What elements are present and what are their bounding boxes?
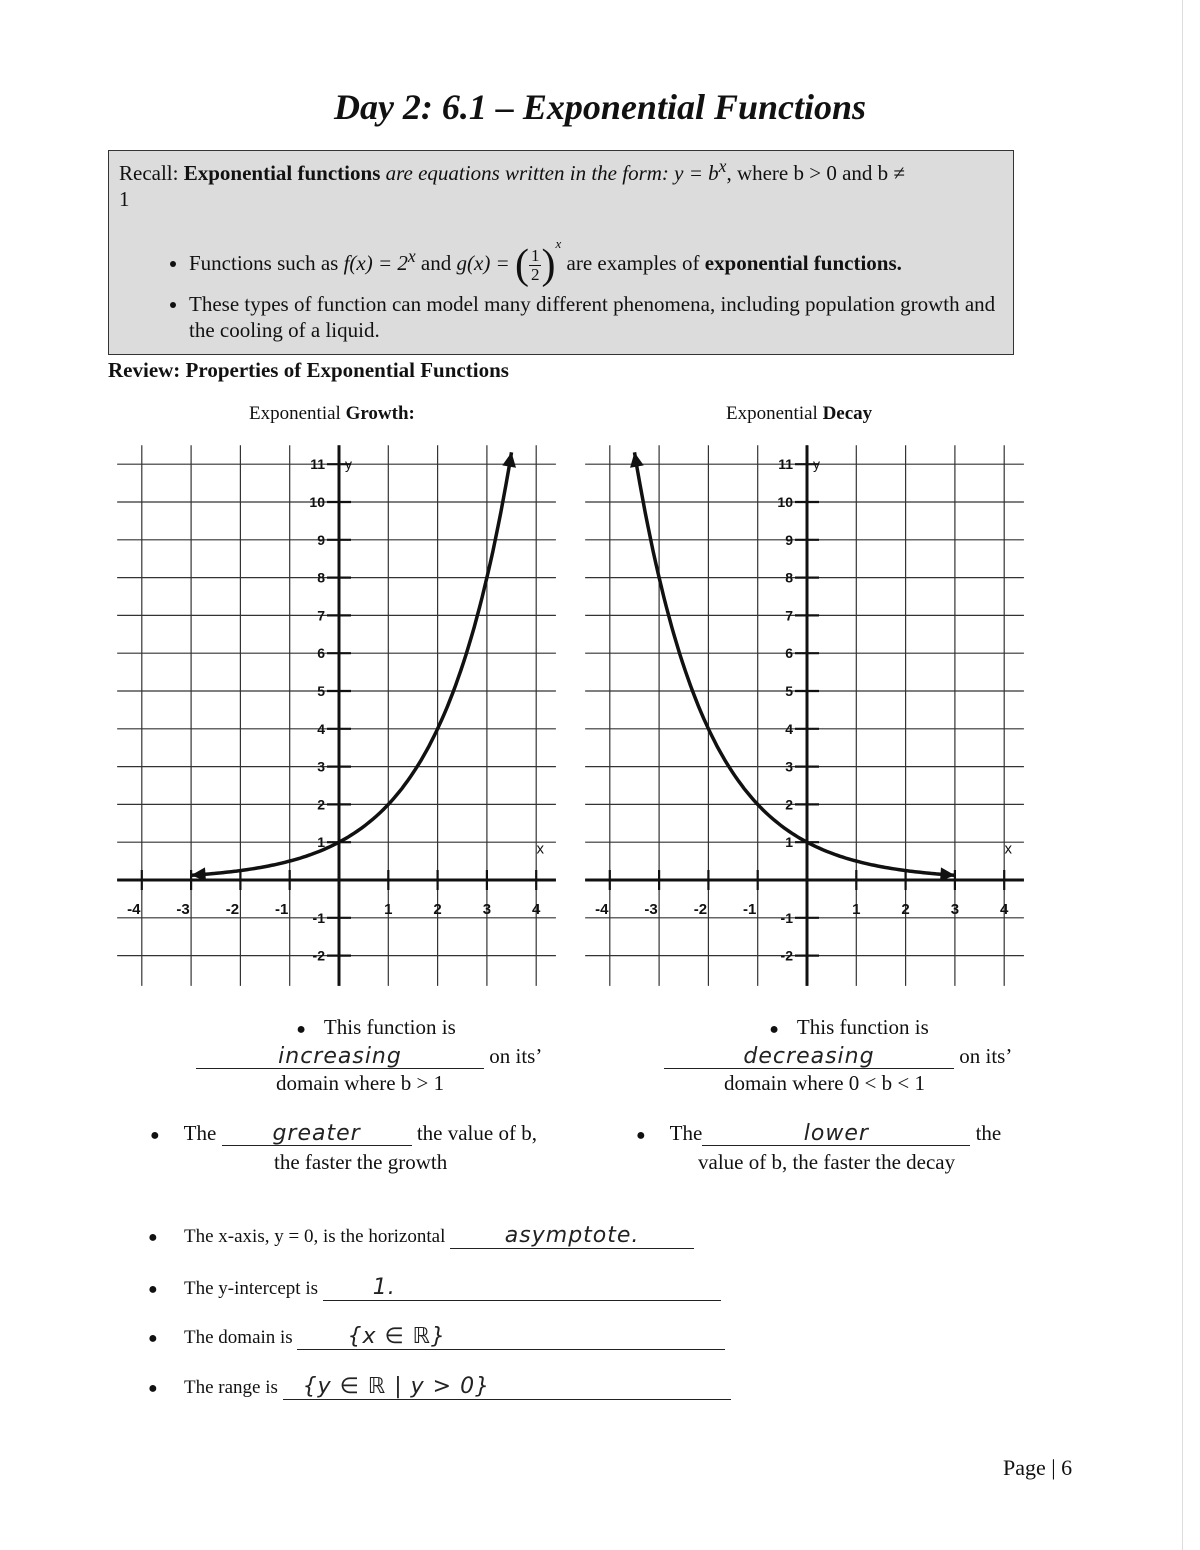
page-title: Day 2: 6.1 – Exponential Functions xyxy=(333,87,867,127)
decay-faster: value of b, the faster the decay xyxy=(698,1150,956,1174)
recall-wrap: 1 xyxy=(119,187,130,211)
y-tick-label: 1 xyxy=(317,834,325,851)
x-tick-label: 4 xyxy=(532,901,541,918)
property-asymptote: ● The x-axis, y = 0, is the horizontal asymptote. xyxy=(148,1224,694,1251)
y-tick-label: 2 xyxy=(317,796,325,813)
decay-rate-answer: lower xyxy=(803,1121,869,1146)
x-axis-label: x xyxy=(536,840,544,858)
decay-rate xyxy=(636,1120,1036,1176)
x-axis-label: x xyxy=(1004,840,1012,858)
examples-bold: exponential functions. xyxy=(704,251,902,275)
y-tick-label: 3 xyxy=(317,758,325,775)
y-tick-label: 2 xyxy=(785,796,793,813)
y-tick-label: 1 xyxy=(785,834,793,851)
property-label: The range is xyxy=(184,1377,278,1398)
y-tick-label: -1 xyxy=(780,909,793,926)
decay-title-prefix: Exponential xyxy=(726,403,823,424)
y-tick-label: 6 xyxy=(317,645,325,662)
example-g-exponent: x xyxy=(555,236,562,251)
examples-suffix: are examples of xyxy=(566,251,705,275)
x-tick-label: 2 xyxy=(433,901,442,918)
recall-form: are equations written in the form: y = b xyxy=(380,161,719,185)
growth-rate-answer: greater xyxy=(272,1121,361,1146)
page-number: Page | 6 xyxy=(1003,1455,1073,1480)
y-tick-label: 3 xyxy=(785,758,793,775)
x-tick-label: -1 xyxy=(743,901,757,918)
decay-domain-condition: domain where 0 < b < 1 xyxy=(724,1071,925,1095)
decay-title xyxy=(726,403,872,425)
example-f: f(x) = 2 xyxy=(343,251,408,275)
y-tick-label: 6 xyxy=(785,645,793,662)
x-tick-label: -2 xyxy=(225,901,240,918)
x-tick-label: 3 xyxy=(482,901,492,918)
y-tick-label: 4 xyxy=(317,720,325,737)
recall-prefix: Recall: xyxy=(119,161,184,185)
growth-on-its: on its’ xyxy=(484,1044,543,1068)
decay-answer: decreasing xyxy=(743,1044,875,1069)
decay-rate-rest: the xyxy=(970,1121,1002,1145)
y-tick-label: 11 xyxy=(310,456,325,473)
decay-the: The xyxy=(669,1121,703,1145)
curve-arrow-start xyxy=(630,452,644,467)
x-tick-label: -3 xyxy=(644,901,658,918)
growth-title-bold: Growth: xyxy=(345,403,415,424)
right-paren: ) xyxy=(541,242,556,289)
decay-on-its: on its’ xyxy=(954,1044,1013,1068)
growth-rate xyxy=(150,1120,580,1176)
property-y-intercept: ● The y-intercept is 1. xyxy=(148,1276,721,1303)
left-paren: ( xyxy=(514,242,529,289)
y-tick-label: 11 xyxy=(778,456,793,473)
y-tick-label: -1 xyxy=(312,909,325,926)
example-g: g(x) = xyxy=(456,251,510,275)
growth-the: The xyxy=(183,1121,217,1145)
y-axis-label: y xyxy=(813,456,820,473)
y-tick-label: 10 xyxy=(309,494,325,510)
decay-line1: This function is xyxy=(796,1015,929,1039)
y-tick-label: 4 xyxy=(785,720,793,737)
curve xyxy=(191,452,511,875)
y-tick-label: -2 xyxy=(780,947,793,964)
growth-line1: This function is xyxy=(323,1015,456,1039)
recall-conditions: , where b > 0 and b ≠ xyxy=(726,161,905,185)
x-tick-label: 1 xyxy=(384,901,393,918)
decay-graph xyxy=(588,448,1026,990)
x-tick-label: -1 xyxy=(275,901,289,918)
y-tick-label: 8 xyxy=(317,569,325,586)
property-domain: ● The domain is {x ∈ ℝ} xyxy=(148,1325,725,1352)
decay-title-bold: Decay xyxy=(822,403,873,424)
property-answer: 1. xyxy=(372,1275,396,1300)
examples-and: and xyxy=(415,251,457,275)
property-label: The x-axis, y = 0, is the horizontal xyxy=(184,1226,446,1247)
y-tick-label: 10 xyxy=(777,494,793,510)
x-tick-label: -2 xyxy=(693,901,708,918)
growth-description xyxy=(196,1014,556,1097)
growth-title xyxy=(249,403,415,425)
fraction-numerator: 1 xyxy=(530,245,540,265)
y-tick-label: 5 xyxy=(785,683,793,699)
page-edge xyxy=(1182,0,1183,1550)
bullet-dot: ● xyxy=(769,1021,779,1038)
y-tick-label: 7 xyxy=(317,607,325,624)
property-answer: asymptote. xyxy=(504,1223,640,1248)
y-tick-label: 9 xyxy=(317,531,325,548)
recall-definition xyxy=(119,153,1003,212)
x-tick-label: 3 xyxy=(950,901,960,918)
recall-form-exponent: x xyxy=(718,156,727,176)
property-answer: {x ∈ ℝ} xyxy=(347,1324,447,1349)
y-tick-label: 9 xyxy=(785,531,793,548)
recall-term: Exponential functions xyxy=(183,161,381,185)
property-range: ● The range is {y ∈ ℝ | y > 0} xyxy=(148,1375,731,1402)
decay-description xyxy=(664,1014,1034,1097)
examples-text: Functions such as xyxy=(189,251,344,275)
property-answer: {y ∈ ℝ | y > 0} xyxy=(302,1374,491,1399)
fraction xyxy=(529,247,542,284)
bullet-dot: ● xyxy=(296,1021,306,1038)
y-tick-label: 7 xyxy=(785,607,793,624)
growth-graph xyxy=(120,448,558,990)
x-tick-label: -3 xyxy=(176,901,190,918)
curve-arrow-end xyxy=(502,452,516,467)
x-tick-label: 4 xyxy=(1000,901,1009,918)
curve xyxy=(635,452,955,875)
x-tick-label: -4 xyxy=(595,901,609,918)
bullet-dot: ● xyxy=(636,1127,646,1144)
property-label: The y-intercept is xyxy=(184,1278,319,1299)
y-tick-label: -2 xyxy=(312,947,325,964)
recall-bullet-phenomena: • These types of function can model many different phenomena, including population growth and the cooling of a liquid. xyxy=(189,291,1003,343)
recall-box xyxy=(108,150,1014,355)
growth-domain-condition: domain where b > 1 xyxy=(276,1071,445,1095)
example-f-exponent: x xyxy=(407,246,416,266)
review-heading: Review: Properties of Exponential Functions xyxy=(108,358,509,382)
fraction-denominator: 2 xyxy=(530,264,540,284)
x-tick-label: -4 xyxy=(127,901,141,918)
x-tick-label: 1 xyxy=(852,901,861,918)
y-tick-label: 5 xyxy=(317,683,325,699)
bullet-dot: ● xyxy=(150,1127,160,1144)
property-label: The domain is xyxy=(184,1327,293,1348)
growth-title-prefix: Exponential xyxy=(249,403,346,424)
y-axis-label: y xyxy=(345,456,352,473)
growth-answer: increasing xyxy=(278,1044,402,1069)
x-tick-label: 2 xyxy=(901,901,910,918)
recall-bullet-examples xyxy=(189,220,1003,289)
growth-faster: the faster the growth xyxy=(274,1150,448,1174)
growth-rate-rest: the value of b, xyxy=(411,1121,537,1145)
y-tick-label: 8 xyxy=(785,569,793,586)
